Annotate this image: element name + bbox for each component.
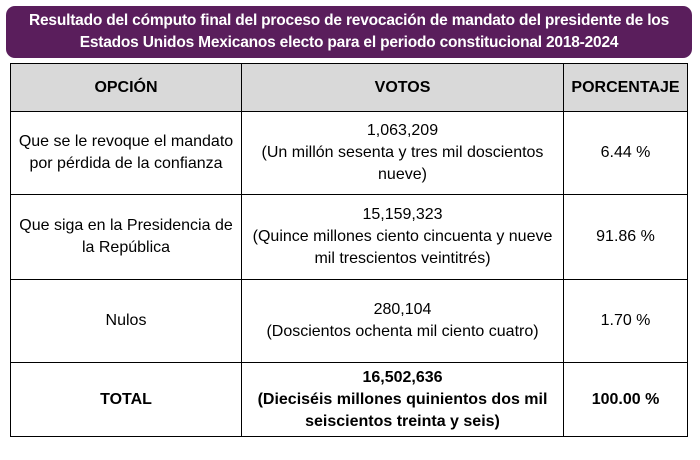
votes-number: 1,063,209 [366,122,439,139]
option-line: por pérdida de la confianza [29,155,223,172]
votes-text-line: nueve) [378,166,427,183]
percent-cell: 100.00 % [564,363,688,437]
results-title-banner [6,6,692,58]
results-table [10,63,688,437]
votes-text-line: (Un millón sesenta y tres mil doscientos [261,144,544,161]
table-row-total [11,363,688,437]
header-percentage: PORCENTAJE [564,64,688,112]
option-cell [11,195,242,280]
option-line: Que se le revoque el mandato [18,133,234,150]
votes-cell [242,280,564,363]
table-row-continue [11,195,688,280]
percent-cell: 91.86 % [564,195,688,280]
option-cell [11,363,242,437]
votes-text-line: (Doscientos ochenta mil ciento cuatro) [266,323,539,340]
title-line-2: Estados Unidos Mexicanos electo para el periodo constitucional 2018-2024 [79,34,619,51]
table-row-null [11,280,688,363]
votes-number: 15,159,323 [362,206,443,223]
option-line: Que siga en la Presidencia de [19,217,233,234]
title-line-1: Resultado del cómputo final del proceso de revocación de mandato del presidente de los [29,12,669,29]
header-votes: VOTOS [242,64,564,112]
votes-number: 16,502,636 [362,368,443,386]
percent-cell: 1.70 % [564,280,688,363]
votes-cell [242,112,564,195]
option-line: la República [81,239,171,256]
votes-text-line: seiscientos treinta y seis) [305,412,500,430]
table-row-revoke [11,112,688,195]
option-line: TOTAL [100,390,152,408]
table-header-row [11,64,688,112]
votes-text-line: (Quince millones ciento cincuenta y nueve [252,228,553,245]
percent-cell: 6.44 % [564,112,688,195]
votes-cell [242,195,564,280]
votes-text-line: (Dieciséis millones quinientos dos mil [257,390,548,408]
header-option: OPCIÓN [11,64,242,112]
option-line: Nulos [105,312,147,329]
votes-text-line: mil trescientos veintitrés) [314,250,491,267]
votes-cell [242,363,564,437]
option-cell [11,112,242,195]
option-cell [11,280,242,363]
votes-number: 280,104 [373,301,432,318]
